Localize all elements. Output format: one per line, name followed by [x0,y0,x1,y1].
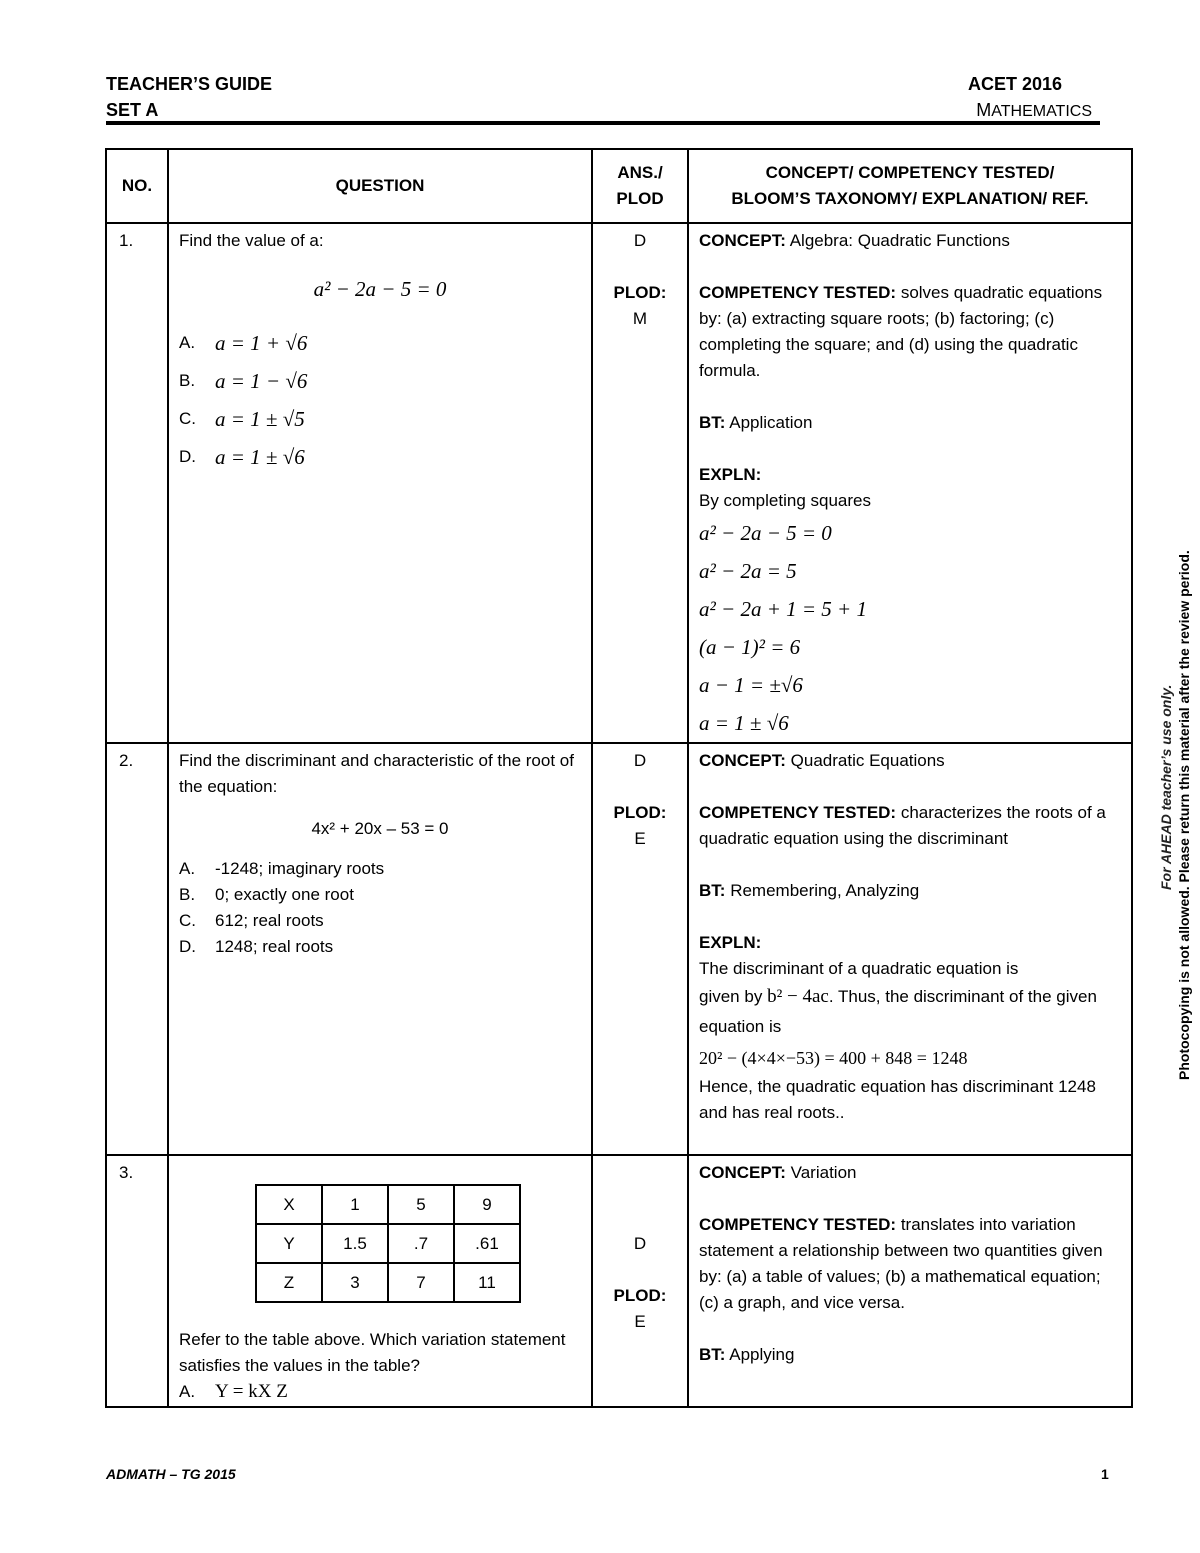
q3-answer: D [633,1234,647,1253]
option-letter: A. [179,333,196,352]
option-letter: B. [179,885,196,904]
q2-expln-line1: The discriminant of a quadratic equation is [699,959,1019,978]
q3-prompt: Refer to the table above. Which variation statement satisfies the values in the table? [179,1330,566,1375]
q1-step: a² − 2a + 1 = 5 + 1 [699,597,867,621]
q3-bt: Applying [729,1345,795,1364]
header-rule [106,121,1100,125]
q2-expln-calc: 20² − (4×4×−53) = 400 + 848 = 1248 [699,1048,968,1068]
footer-page-number: 1 [1101,1466,1109,1482]
option-text: a = 1 ± √6 [215,445,305,469]
header-left-line1: TEACHER’S GUIDE [106,74,273,94]
option-text: 0; exactly one root [215,885,354,904]
option-text: -1248; imaginary roots [215,859,385,878]
q1-concept-cell [688,223,1132,743]
side-note [1157,480,1193,1080]
q2-equation: 4x² + 20x – 53 = 0 [311,819,449,838]
q3-value-table [255,1184,521,1303]
q1-option-d [179,438,581,476]
q2-bt: Remembering, Analyzing [730,881,920,900]
q2-plod-value: E [634,829,646,848]
q2-expln-rest: . Thus, the discriminant of the given equation is [699,987,1097,1036]
option-text: a = 1 + √6 [215,331,308,355]
value-cell: 5 [388,1185,454,1224]
q2-expln-formula: b² − 4ac [767,986,829,1007]
value-table-row [256,1185,520,1224]
q2-option-c [179,908,581,934]
value-cell: 1 [322,1185,388,1224]
col-header-question: QUESTION [168,149,592,223]
q1-question-cell [168,223,592,743]
q2-concept: Quadratic Equations [790,751,945,770]
value-cell: .61 [454,1224,520,1263]
q1-plod-label: PLOD: [613,283,667,302]
value-cell: 3 [322,1263,388,1302]
col-header-ans [592,149,688,223]
value-cell: X [256,1185,322,1224]
col-header-concept-line2: BLOOM’S TAXONOMY/ EXPLANATION/ REF. [731,189,1089,208]
option-letter: A. [179,859,196,878]
option-letter: A. [179,1382,196,1401]
q3-competency: translates into variation statement a relationship between two quantities given by: (a) a table of values; (b) a mathematical equation; (c) a graph, and vice versa. [699,1215,1103,1312]
q2-expln-label: EXPLN: [699,933,762,952]
value-cell: Z [256,1263,322,1302]
option-text: a = 1 ± √5 [215,407,305,431]
q3-plod-label: PLOD: [613,1286,667,1305]
option-letter: B. [179,371,196,390]
q3-answer-cell [592,1155,688,1407]
col-header-ans-line1: ANS./ [617,163,663,182]
table-row [106,223,1132,743]
q1-step: a² − 2a − 5 = 0 [699,521,832,545]
table-row [106,1155,1132,1407]
q1-step: a = 1 ± √6 [699,711,789,735]
col-header-concept [688,149,1132,223]
table-row [106,743,1132,1155]
option-letter: C. [179,911,196,930]
q3-number: 3. [106,1155,168,1407]
header-right-line1: ACET 2016 [967,74,1062,94]
header-subject-rest: ATHEMATICS [991,103,1092,120]
q3-concept: Variation [790,1163,857,1182]
option-text: Y = kX Z [215,1381,288,1402]
value-cell: 7 [388,1263,454,1302]
q1-expln-intro: By completing squares [699,491,871,510]
header-subject-initial: M [976,100,992,120]
q3-bt-label: BT: [699,1345,726,1364]
q1-concept: Algebra: Quadratic Functions [789,231,1010,250]
col-header-ans-line2: PLOD [616,189,664,208]
q2-prompt: Find the discriminant and characteristic of the root of the equation: [179,751,574,796]
option-text: a = 1 − √6 [215,369,308,393]
option-letter: D. [179,447,196,466]
q1-option-a [179,324,581,362]
col-header-concept-line1: CONCEPT/ COMPETENCY TESTED/ [765,163,1055,182]
value-table-row [256,1224,520,1263]
q1-option-b [179,362,581,400]
q1-step: (a − 1)² = 6 [699,635,801,659]
option-letter: D. [179,937,196,956]
q2-option-d [179,934,581,960]
value-cell: Y [256,1224,322,1263]
q1-step: a − 1 = ±√6 [699,673,803,697]
q2-option-b [179,882,581,908]
q1-prompt: Find the value of a: [179,231,324,250]
header-right-line2 [976,100,1092,122]
option-text: 1248; real roots [215,937,334,956]
q1-competency: solves quadratic equations by: (a) extracting square roots; (b) factoring; (c) completing the square; and (d) using the quadratic formula. [699,283,1103,380]
option-letter: C. [179,409,196,428]
q1-expln-label: EXPLN: [699,465,762,484]
q3-plod-value: E [634,1312,646,1331]
q2-answer-cell [592,743,688,1155]
q1-option-c [179,400,581,438]
q2-bt-label: BT: [699,881,726,900]
q2-competency-label: COMPETENCY TESTED: [699,803,897,822]
header-left-line2: SET A [106,100,159,120]
q2-expln-given-by: given by [699,987,763,1006]
q2-competency: characterizes the roots of a quadratic equation using the discriminant [699,803,1106,848]
value-cell: 11 [454,1263,520,1302]
q2-option-a [179,856,581,882]
q1-answer-cell [592,223,688,743]
q2-answer: D [633,751,647,770]
q1-concept-label: CONCEPT: [699,231,786,250]
q2-number: 2. [106,743,168,1155]
value-table-row [256,1263,520,1302]
footer-left: ADMATH – TG 2015 [106,1466,236,1482]
q1-plod-value: M [632,309,648,328]
answer-table [105,148,1133,1408]
q3-competency-label: COMPETENCY TESTED: [699,1215,897,1234]
q3-question-cell [168,1155,592,1407]
value-cell: 9 [454,1185,520,1224]
q1-bt-label: BT: [699,413,726,432]
q1-competency-label: COMPETENCY TESTED: [699,283,897,302]
q2-question-cell [168,743,592,1155]
q2-concept-cell [688,743,1132,1155]
q1-answer: D [633,231,647,250]
value-cell: 1.5 [322,1224,388,1263]
q1-equation: a² − 2a − 5 = 0 [313,277,447,301]
q3-concept-cell [688,1155,1132,1407]
q2-expln-conclusion: Hence, the quadratic equation has discriminant 1248 and has real roots.. [699,1077,1096,1122]
option-text: 612; real roots [215,911,324,930]
q2-plod-label: PLOD: [613,803,667,822]
q1-number: 1. [106,223,168,743]
side-note-line1: For AHEAD teacher’s use only. [1158,684,1174,890]
q2-concept-label: CONCEPT: [699,751,786,770]
q3-option-a [179,1379,581,1405]
col-header-no: NO. [106,149,168,223]
table-header-row [106,149,1132,223]
value-cell: .7 [388,1224,454,1263]
q1-bt: Application [729,413,813,432]
q1-step: a² − 2a = 5 [699,559,797,583]
side-note-line2: Photocopying is not allowed. Please return this material after the review period. [1176,550,1192,1080]
q3-concept-label: CONCEPT: [699,1163,786,1182]
